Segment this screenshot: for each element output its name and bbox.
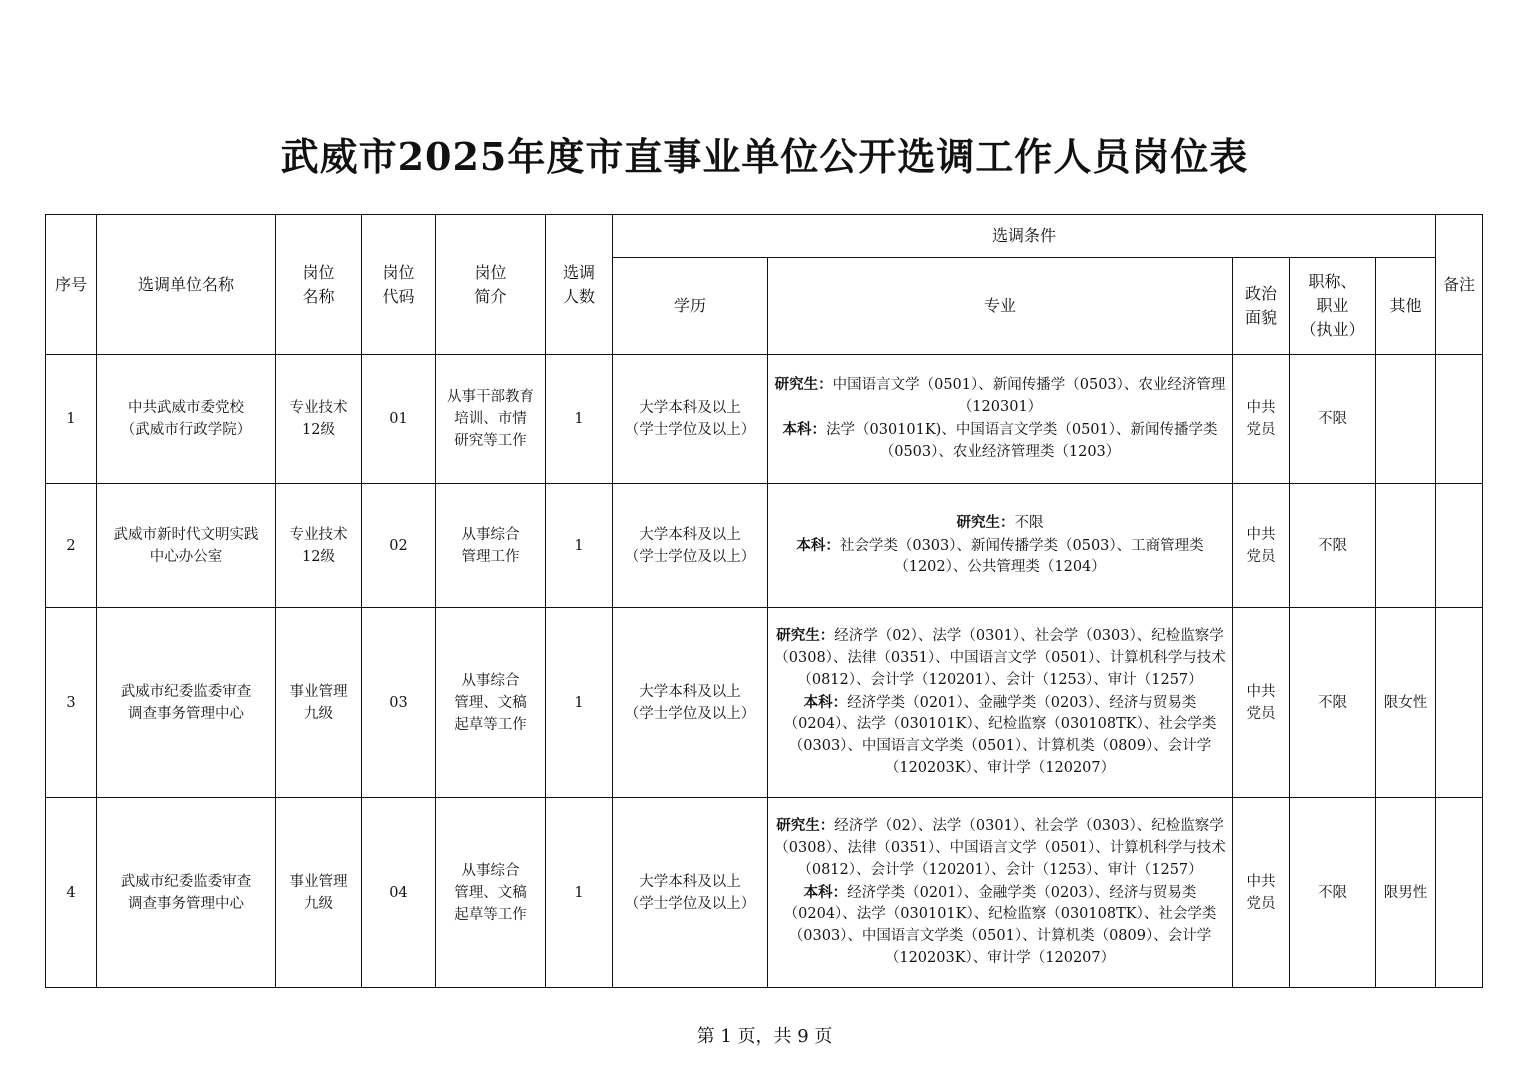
other-cell: 限女性 bbox=[1376, 608, 1436, 798]
post-intro-cell: 从事综合 管理、文稿 起草等工作 bbox=[436, 608, 546, 798]
education-cell: 大学本科及以上 （学士学位及以上） bbox=[613, 355, 768, 484]
position-table bbox=[45, 214, 1483, 988]
post-code-cell: 01 bbox=[362, 355, 436, 484]
graduate-major bbox=[768, 815, 1232, 881]
post-code-cell: 04 bbox=[362, 798, 436, 988]
seq-cell: 4 bbox=[46, 798, 97, 988]
header-unit: 选调单位名称 bbox=[97, 215, 276, 355]
count-cell: 1 bbox=[546, 608, 613, 798]
header-conditions: 选调条件 bbox=[613, 215, 1436, 258]
graduate-label: 研究生： bbox=[774, 376, 833, 394]
political-cell: 中共 党员 bbox=[1233, 355, 1290, 484]
education-cell: 大学本科及以上 （学士学位及以上） bbox=[613, 608, 768, 798]
count-cell: 1 bbox=[546, 798, 613, 988]
table-row bbox=[46, 484, 1483, 608]
undergrad-major bbox=[768, 535, 1232, 580]
undergrad-label: 本科： bbox=[803, 883, 848, 901]
other-cell bbox=[1376, 484, 1436, 608]
undergrad-label: 本科： bbox=[782, 421, 826, 438]
unit-cell: 武威市纪委监委审查 调查事务管理中心 bbox=[97, 798, 276, 988]
unit-cell: 武威市纪委监委审查 调查事务管理中心 bbox=[97, 608, 276, 798]
header-post-name: 岗位 名称 bbox=[276, 215, 362, 355]
graduate-label: 研究生： bbox=[956, 513, 1015, 531]
other-cell bbox=[1376, 355, 1436, 484]
political-cell: 中共 党员 bbox=[1233, 798, 1290, 988]
undergrad-major bbox=[768, 692, 1232, 780]
seq-cell: 2 bbox=[46, 484, 97, 608]
major-cell bbox=[768, 608, 1233, 798]
education-cell: 大学本科及以上 （学士学位及以上） bbox=[613, 484, 768, 608]
post-code-cell: 03 bbox=[362, 608, 436, 798]
graduate-major-text: 经济学（02）、法学（0301）、社会学（0303）、纪检监察学（0308）、法律（0351）、中国语言文学（0501）、计算机科学与技术（0812）、会计学（120201）、会计（1253）、审计（1257） bbox=[774, 818, 1226, 878]
undergrad-major-text: 法学（030101K)、中国语言文学类（0501）、新闻传播学类（0503）、农业经济管理类（1203） bbox=[826, 422, 1218, 460]
political-cell: 中共 党员 bbox=[1233, 608, 1290, 798]
header-title-qualification: 职称、 职业 （执业） bbox=[1290, 258, 1376, 355]
header-other: 其他 bbox=[1376, 258, 1436, 355]
undergrad-major-text: 社会学类（0303）、新闻传播学类（0503）、工商管理类（1202）、公共管理类（1204） bbox=[839, 537, 1204, 576]
title-qualification-cell: 不限 bbox=[1290, 798, 1376, 988]
table-row bbox=[46, 608, 1483, 798]
remark-cell bbox=[1436, 798, 1483, 988]
post-name-cell: 事业管理 九级 bbox=[276, 608, 362, 798]
seq-cell: 1 bbox=[46, 355, 97, 484]
remark-cell bbox=[1436, 484, 1483, 608]
major-cell bbox=[768, 798, 1233, 988]
header-post-intro: 岗位 简介 bbox=[436, 215, 546, 355]
undergrad-major bbox=[768, 882, 1232, 970]
undergrad-label: 本科： bbox=[796, 536, 840, 554]
undergrad-major-text: 经济学类（0201）、金融学类（0203）、经济与贸易类（0204）、法学（030101K）、纪检监察（030108TK）、社会学类（0303）、中国语言文学类（0501）、计算机类（0809）、会计学（120203K）、审计学（120207） bbox=[783, 884, 1217, 966]
major-cell bbox=[768, 484, 1233, 608]
page-footer: 第 1 页，共 9 页 bbox=[696, 1026, 833, 1047]
post-intro-cell: 从事干部教育 培训、市情 研究等工作 bbox=[436, 355, 546, 484]
header-political: 政治 面貌 bbox=[1233, 258, 1290, 355]
post-intro-cell: 从事综合 管理、文稿 起草等工作 bbox=[436, 798, 546, 988]
post-name-cell: 专业技术 12级 bbox=[276, 484, 362, 608]
graduate-major-text: 不限 bbox=[1014, 514, 1044, 531]
unit-cell: 中共武威市委党校 （武威市行政学院） bbox=[97, 355, 276, 484]
graduate-label: 研究生： bbox=[776, 817, 835, 835]
title-qualification-cell: 不限 bbox=[1290, 484, 1376, 608]
political-cell: 中共 党员 bbox=[1233, 484, 1290, 608]
graduate-major bbox=[768, 374, 1232, 419]
post-intro-cell: 从事综合 管理工作 bbox=[436, 484, 546, 608]
graduate-major bbox=[768, 512, 1232, 535]
title-qualification-cell: 不限 bbox=[1290, 355, 1376, 484]
graduate-label: 研究生： bbox=[776, 627, 835, 645]
header-major: 专业 bbox=[768, 258, 1233, 355]
table-row bbox=[46, 355, 1483, 484]
undergrad-label: 本科： bbox=[803, 693, 848, 711]
page-title: 武威市2025年度市直事业单位公开选调工作人员岗位表 bbox=[280, 134, 1249, 179]
header-education: 学历 bbox=[613, 258, 768, 355]
graduate-major-text: 中国语言文学（0501）、新闻传播学（0503）、农业经济管理（120301） bbox=[832, 377, 1226, 416]
graduate-major-text: 经济学（02）、法学（0301）、社会学（0303）、纪检监察学（0308）、法律（0351）、中国语言文学（0501）、计算机科学与技术（0812）、会计学（120201）、会计（1253）、审计（1257） bbox=[774, 628, 1226, 688]
table-row bbox=[46, 798, 1483, 988]
major-cell bbox=[768, 355, 1233, 484]
count-cell: 1 bbox=[546, 484, 613, 608]
header-count: 选调 人数 bbox=[546, 215, 613, 355]
title-qualification-cell: 不限 bbox=[1290, 608, 1376, 798]
undergrad-major-text: 经济学类（0201）、金融学类（0203）、经济与贸易类（0204）、法学（030101K）、纪检监察（030108TK）、社会学类（0303）、中国语言文学类（0501）、计算机类（0809）、会计学（120203K）、审计学（120207） bbox=[783, 694, 1217, 776]
other-cell: 限男性 bbox=[1376, 798, 1436, 988]
unit-cell: 武威市新时代文明实践 中心办公室 bbox=[97, 484, 276, 608]
header-seq: 序号 bbox=[46, 215, 97, 355]
remark-cell bbox=[1436, 608, 1483, 798]
undergrad-major bbox=[768, 419, 1232, 464]
education-cell: 大学本科及以上 （学士学位及以上） bbox=[613, 798, 768, 988]
header-remark: 备注 bbox=[1436, 215, 1483, 355]
post-name-cell: 专业技术 12级 bbox=[276, 355, 362, 484]
post-code-cell: 02 bbox=[362, 484, 436, 608]
header-post-code: 岗位 代码 bbox=[362, 215, 436, 355]
graduate-major bbox=[768, 625, 1232, 691]
remark-cell bbox=[1436, 355, 1483, 484]
count-cell: 1 bbox=[546, 355, 613, 484]
post-name-cell: 事业管理 九级 bbox=[276, 798, 362, 988]
seq-cell: 3 bbox=[46, 608, 97, 798]
